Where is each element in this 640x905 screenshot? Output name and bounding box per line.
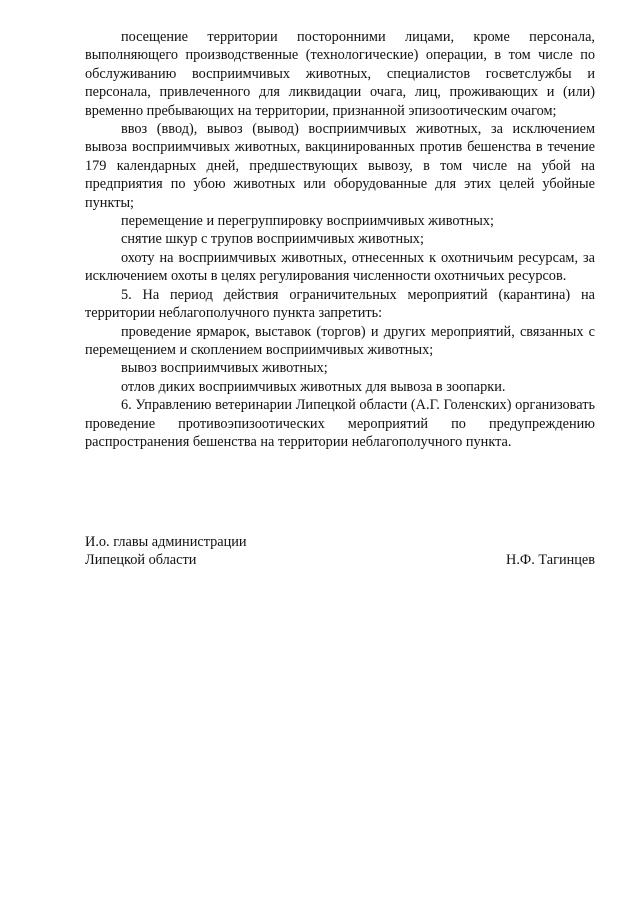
paragraph-item-5: 5. На период действия ограничительных мероприятий (карантина) на территории неблагополучного пункта запретить:	[85, 286, 595, 322]
paragraph-ban-removal: вывоз восприимчивых животных;	[121, 360, 328, 377]
paragraph-ban-hunting: охоту на восприимчивых животных, отнесенных к охотничьим ресурсам, за исключением охоты в целях регулирования численности охотничьих ресурсов.	[85, 249, 595, 285]
paragraph-ban-import-export: ввоз (ввод), вывоз (вывод) восприимчивых животных, за исключением вывоза восприимчивых животных, вакцинированных против бешенства в течение 179 календарных дней, предшествующих вывозу, в том числе на убой на предприятия по убою животных или оборудованные для этих целей убойные пункты;	[85, 121, 595, 211]
paragraph-ban-fairs: проведение ярмарок, выставок (торгов) и других мероприятий, связанных с перемещением и скоплением восприимчивых животных;	[85, 323, 595, 358]
paragraph-ban-regrouping: перемещение и перегруппировку восприимчивых животных;	[121, 213, 494, 230]
paragraph-ban-visitors: посещение территории посторонними лицами, кроме персонала, выполняющего производственные (технологические) операции, в том числе по обслуживанию восприимчивых животных, специалистов госветслужбы и персонала, привлеченного для ликвидации очага, лиц, проживающих и (или) временно пребывающих на территории, признанной эпизоотическим очагом;	[85, 29, 595, 119]
document-body	[85, 28, 595, 451]
signature-position-line-2	[85, 551, 595, 569]
signature-region: Липецкой области	[85, 552, 197, 569]
signature-block	[85, 533, 595, 570]
paragraph-item-6: 6. Управлению ветеринарии Липецкой области (А.Г. Голенских) организовать проведение противоэпизоотических мероприятий по предупреждению распространения бешенства на территории неблагополучного пункта.	[85, 397, 595, 450]
signature-position-title: И.о. главы администрации	[85, 534, 247, 550]
signatory-name: Н.Ф. Тагинцев	[506, 552, 595, 569]
signature-position-line-1	[85, 533, 595, 551]
paragraph-ban-skinning: снятие шкур с трупов восприимчивых животных;	[121, 231, 424, 248]
paragraph-ban-capture: отлов диких восприимчивых животных для вывоза в зоопарки.	[121, 378, 506, 395]
